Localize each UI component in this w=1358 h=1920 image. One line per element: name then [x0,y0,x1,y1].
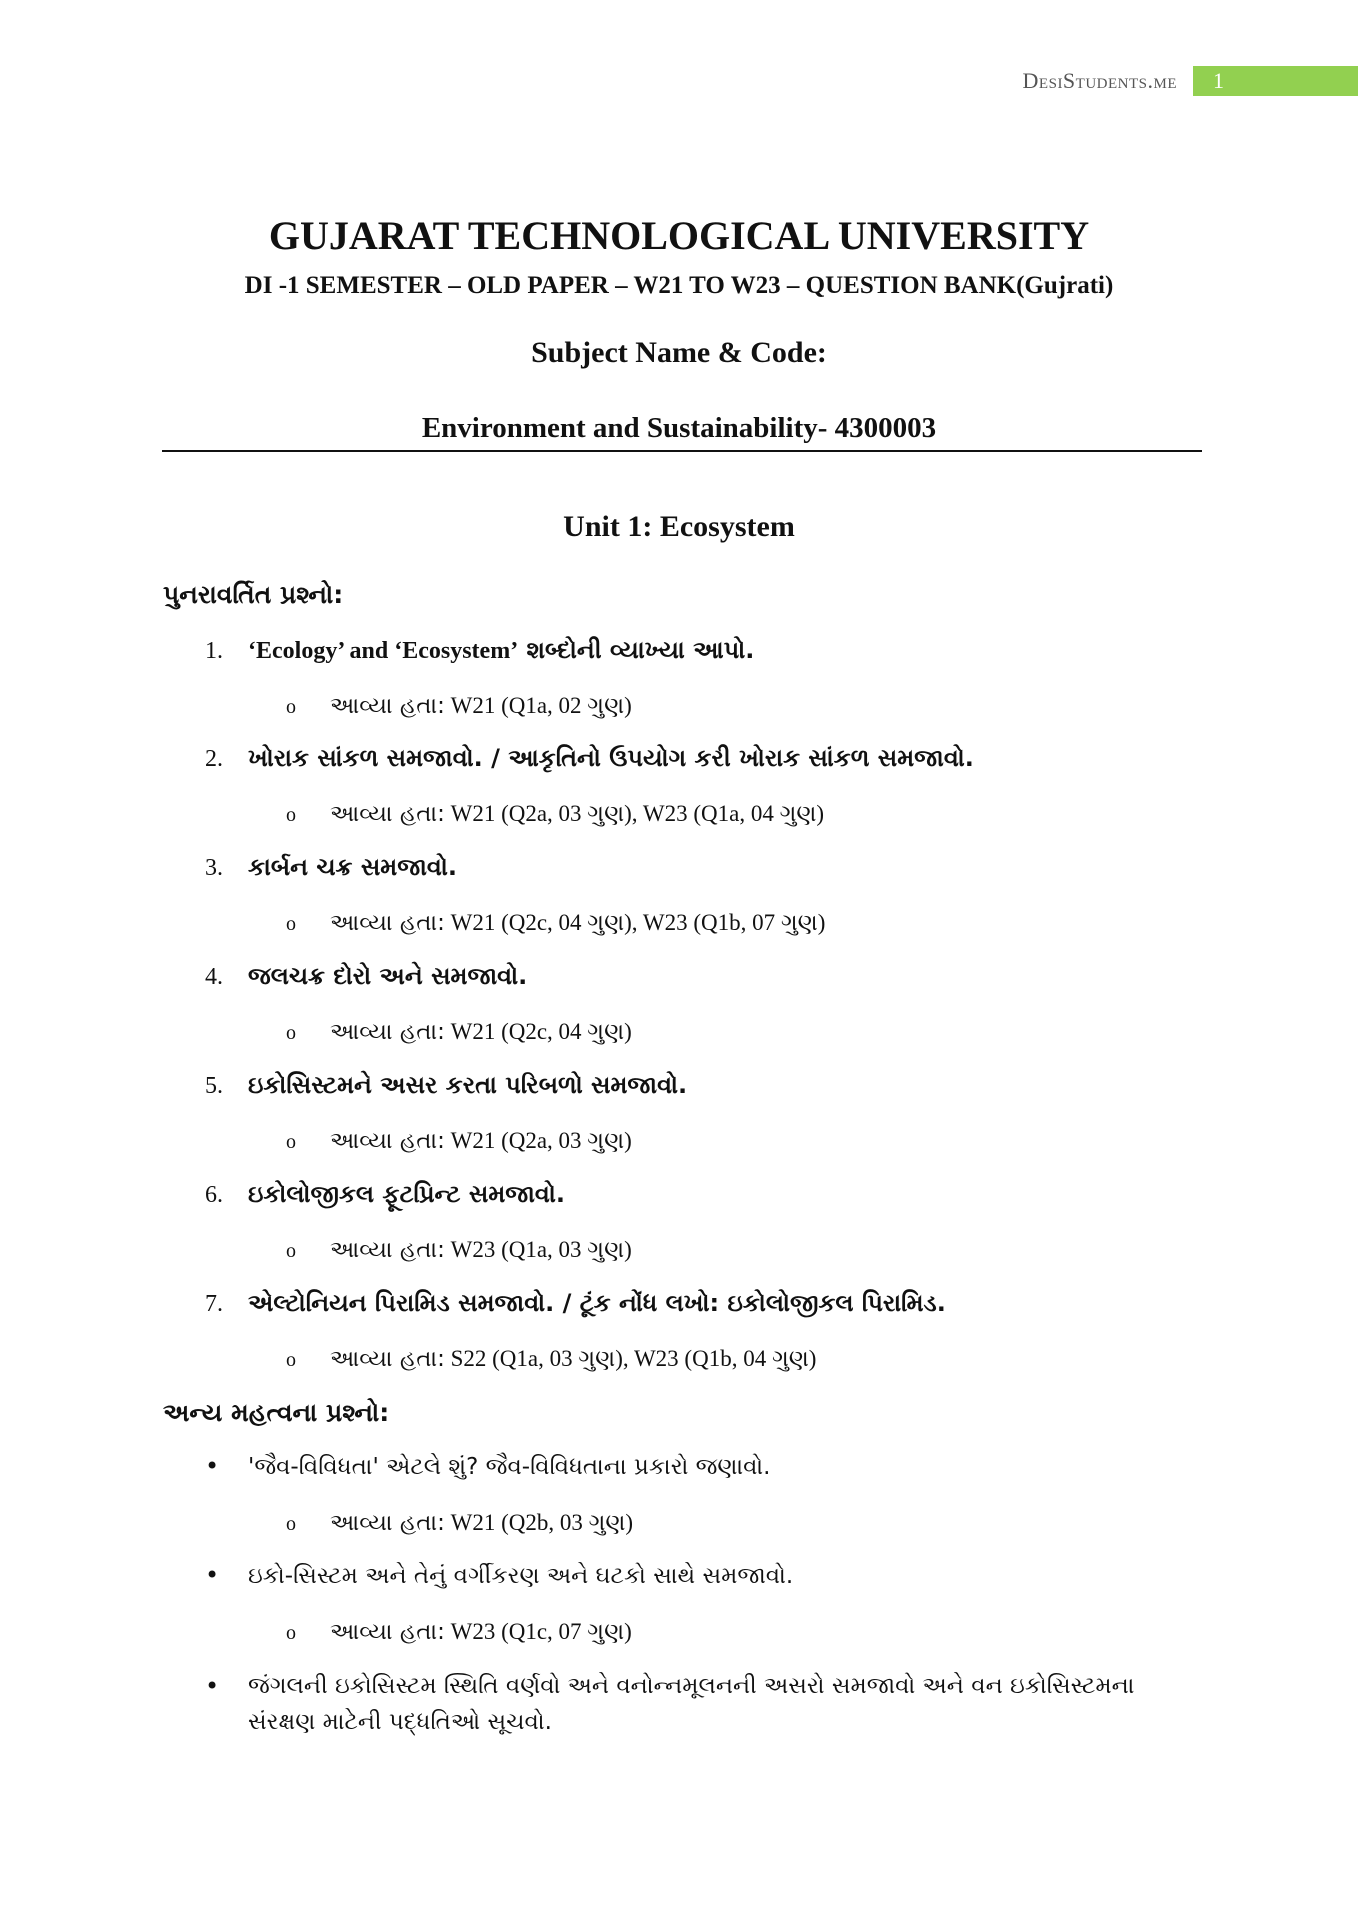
circle-bullet-icon: o [286,1022,296,1044]
unit-title: Unit 1: Ecosystem [563,510,795,543]
bullet-icon: • [205,1561,220,1589]
item-text: ઇકો-સિસ્ટમ અને તેનું વર્ગીકરણ અને ઘટકો સાથે સમજાવો. [248,1563,794,1589]
circle-bullet-icon: o [286,1349,296,1371]
divider [162,450,1202,452]
asked-label: આવ્યા હતા: [330,801,445,827]
asked-detail: W21 (Q2c, 04 ગુણ) [444,1019,632,1044]
circle-bullet-icon: o [286,1240,296,1262]
asked-in [286,1510,633,1536]
question-number: 4. [205,964,223,990]
asked-in [286,1128,632,1154]
asked-label: આવ્યા હતા: [330,1237,445,1263]
question-item [205,962,527,991]
question-text: ઇકોસિસ્ટમને અસર કરતા પરિબળો સમજાવો. [248,1071,688,1099]
question-item [205,1071,687,1100]
question-item [205,744,974,773]
asked-label: આવ્યા હતા: [330,1510,445,1536]
circle-bullet-icon: o [286,696,296,718]
subject-label: Subject Name & Code: [531,336,827,369]
question-item [205,636,754,665]
asked-detail: W21 (Q2c, 04 ગુણ), W23 (Q1b, 07 ગુણ) [444,910,826,935]
asked-detail: S22 (Q1a, 03 ગુણ), W23 (Q1b, 04 ગુણ) [444,1346,817,1371]
question-item [205,853,457,882]
asked-in [286,1237,632,1263]
bullet-icon: • [205,1672,220,1700]
asked-label: આવ્યા હતા: [330,1019,445,1045]
item-text: 'જૈવ-વિવિધતા' એટલે શું? જૈવ-વિવિધતાના પ્રકારો જણાવો. [248,1454,771,1480]
asked-label: આવ્યા હતા: [330,910,445,936]
asked-in [286,1346,816,1372]
asked-detail: W21 (Q2a, 03 ગુણ), W23 (Q1a, 04 ગુણ) [444,801,825,826]
question-item [205,1289,946,1318]
asked-in [286,693,632,719]
question-text: એલ્ટોનિયન પિરામિડ સમજાવો. / ટૂંક નોંધ લખો: ઇકોલોજીકલ પિરામિડ. [248,1289,946,1317]
asked-in [286,910,825,936]
item-text: જંગલની ઇકોસિસ્ટમ સ્થિતિ વર્ણવો અને વનોન્નમૂલનની અસરો સમજાવો અને વન ઇકોસિસ્ટમના સંરક્ષણ માટેની પદ્ધતિઓ સૂચવો. [248,1673,1135,1735]
circle-bullet-icon: o [286,1622,296,1644]
question-number: 1. [205,638,223,664]
subject-name: Environment and Sustainability- 4300003 [421,412,937,444]
question-text: શબ્દોની વ્યાખ્યા આપો. [518,636,755,664]
question-text: જલચક્ર દોરો અને સમજાવો. [248,962,528,990]
list-item [205,1561,793,1589]
asked-detail: W21 (Q2a, 03 ગુણ) [444,1128,632,1153]
list-item [205,1452,770,1480]
list-item [205,1668,1195,1740]
asked-detail: W23 (Q1a, 03 ગુણ) [444,1237,632,1262]
question-text-en: ‘Ecology’ and ‘Ecosystem’ [248,638,519,664]
circle-bullet-icon: o [286,804,296,826]
asked-detail: W21 (Q1a, 02 ગુણ) [444,693,632,718]
asked-in [286,1019,632,1045]
question-number: 6. [205,1182,223,1208]
question-number: 7. [205,1291,223,1317]
page-number: 1 [1193,66,1358,96]
circle-bullet-icon: o [286,1131,296,1153]
document-subtitle: DI -1 SEMESTER – OLD PAPER – W21 TO W23 – QUESTION BANK(Gujrati) [244,272,1114,299]
asked-label: આવ્યા હતા: [330,1619,445,1645]
other-questions-heading: અન્ય મહત્વના પ્રશ્નો: [163,1398,390,1427]
question-text: ઇકોલોજીકલ ફૂટપ્રિન્ટ સમજાવો. [248,1180,565,1208]
repeated-questions-heading: પુનરાવર્તિત પ્રશ્નો: [163,580,344,609]
asked-label: આવ્યા હતા: [330,693,445,719]
asked-detail: W21 (Q2b, 03 ગુણ) [444,1510,634,1535]
asked-in [286,801,824,827]
asked-label: આવ્યા હતા: [330,1346,445,1372]
page-header [1023,66,1358,96]
question-item [205,1180,565,1209]
asked-in [286,1619,632,1645]
question-number: 2. [205,746,223,772]
circle-bullet-icon: o [286,913,296,935]
question-text: ખોરાક સાંકળ સમજાવો. / આકૃતિનો ઉપયોગ કરી ખોરાક સાંકળ સમજાવો. [248,744,974,772]
question-number: 5. [205,1073,223,1099]
asked-detail: W23 (Q1c, 07 ગુણ) [444,1619,632,1644]
document-title: GUJARAT TECHNOLOGICAL UNIVERSITY [268,213,1090,258]
site-name[interactable]: DesiStudents.me [1022,68,1177,93]
asked-label: આવ્યા હતા: [330,1128,445,1154]
question-number: 3. [205,855,223,881]
circle-bullet-icon: o [286,1513,296,1535]
bullet-icon: • [205,1452,220,1480]
question-text: કાર્બન ચક્ર સમજાવો. [248,853,457,881]
